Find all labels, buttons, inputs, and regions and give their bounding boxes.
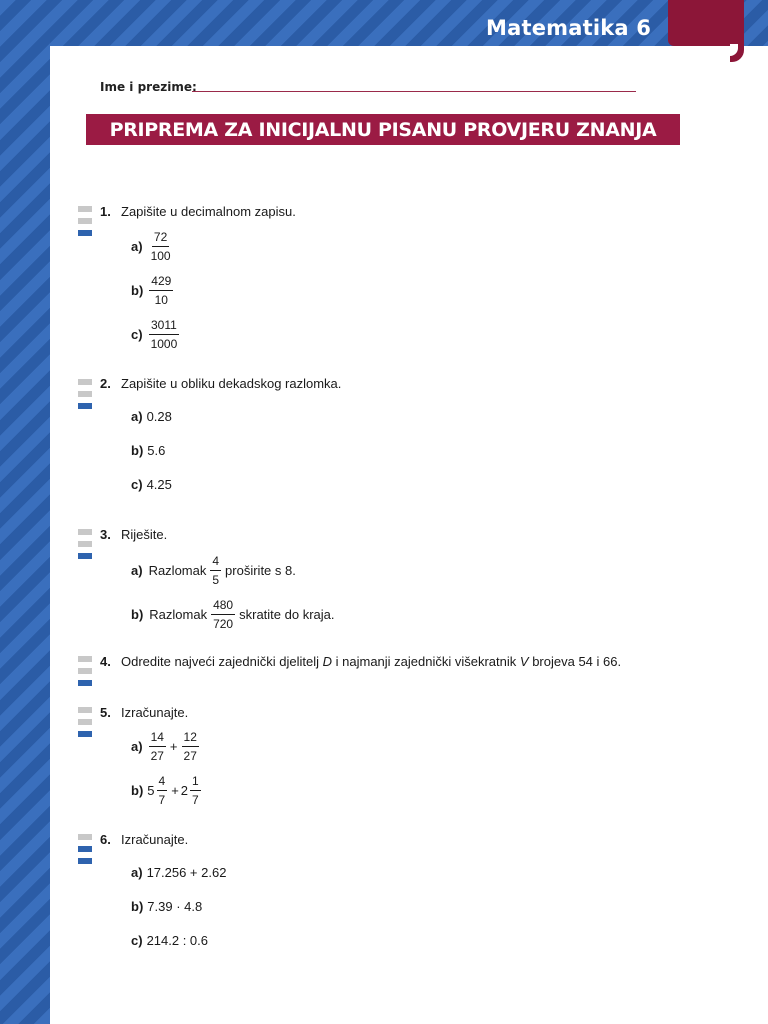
numerator: 480 [211, 597, 235, 615]
question-4-text-part: i najmanji zajednički višekratnik [335, 654, 517, 669]
item-label: c) [131, 327, 143, 342]
mark-grey [78, 391, 92, 397]
item-text-before: Razlomak [148, 563, 207, 578]
question-5-item-b [131, 773, 203, 808]
question-2-marks [78, 379, 92, 415]
fraction [211, 597, 235, 632]
item-label: a) [131, 239, 143, 254]
denominator: 1000 [150, 337, 178, 351]
operator: + [171, 783, 179, 798]
mark-blue [78, 230, 92, 236]
mark-blue [78, 553, 92, 559]
fraction [149, 273, 173, 308]
item-label: b) [131, 443, 144, 458]
denominator: 7 [158, 793, 166, 807]
question-5-number: 5. [100, 705, 111, 720]
mark-grey [78, 834, 92, 840]
question-3-number: 3. [100, 527, 111, 542]
question-4-text [121, 654, 621, 669]
question-2-item-c [131, 477, 172, 492]
fraction [149, 729, 166, 764]
question-6-number: 6. [100, 832, 111, 847]
question-3-item-b [131, 597, 336, 632]
denominator: 720 [213, 617, 234, 631]
brand-title: Matematika 6 [486, 16, 652, 40]
numerator: 12 [182, 729, 199, 747]
denominator: 7 [192, 793, 199, 807]
question-1-text: Zapišite u decimalnom zapisu. [121, 204, 296, 219]
question-1-marks [78, 206, 92, 242]
name-label: Ime i prezime: [100, 80, 197, 94]
mark-grey [78, 656, 92, 662]
mark-blue [78, 858, 92, 864]
numerator: 72 [152, 229, 169, 247]
question-5-text: Izračunajte. [121, 705, 189, 720]
mixed-number [147, 773, 169, 808]
item-label: b) [131, 283, 144, 298]
item-expression: 4.25 [146, 477, 172, 492]
question-4-text-part: brojeva 54 i 66. [532, 654, 622, 669]
question-6-marks [78, 834, 92, 870]
brand-ribbon [668, 0, 744, 46]
item-text-after: proširite s 8. [225, 563, 296, 578]
mark-grey [78, 379, 92, 385]
question-4-text-part: Odredite najveći zajednički djelitelj [121, 654, 319, 669]
item-expression: 17.256 + 2.62 [146, 865, 227, 880]
question-1-item-c [131, 317, 181, 352]
item-label: a) [131, 563, 143, 578]
denominator: 27 [150, 749, 164, 763]
numerator: 14 [149, 729, 166, 747]
mark-grey [78, 218, 92, 224]
question-5-item-a [131, 729, 201, 764]
mark-grey [78, 529, 92, 535]
numerator: 4 [210, 553, 221, 571]
item-expression: 214.2 : 0.6 [146, 933, 209, 948]
item-label: a) [131, 865, 143, 880]
fraction [157, 773, 168, 808]
whole-part: 5 [147, 783, 155, 798]
mixed-number [181, 773, 203, 808]
item-expression: 7.39 · 4.8 [147, 899, 203, 914]
item-label: c) [131, 477, 143, 492]
fraction [149, 229, 173, 264]
question-2-number: 2. [100, 376, 111, 391]
variable-d: D [322, 654, 333, 669]
question-5-marks [78, 707, 92, 743]
item-label: c) [131, 933, 143, 948]
mark-blue [78, 846, 92, 852]
mark-grey [78, 707, 92, 713]
fraction [182, 729, 199, 764]
question-6-text: Izračunajte. [121, 832, 189, 847]
name-input-line[interactable] [192, 91, 636, 92]
item-expression: 5.6 [147, 443, 166, 458]
mark-grey [78, 541, 92, 547]
numerator: 429 [149, 273, 173, 291]
mark-grey [78, 668, 92, 674]
fraction [210, 553, 221, 588]
denominator: 10 [154, 293, 168, 307]
variable-v: V [519, 654, 529, 669]
question-3-marks [78, 529, 92, 565]
question-6-item-a [131, 865, 226, 880]
item-label: b) [131, 899, 144, 914]
item-label: b) [131, 783, 144, 798]
question-1-item-b [131, 273, 175, 308]
question-1-number: 1. [100, 204, 111, 219]
mark-blue [78, 680, 92, 686]
item-label: a) [131, 739, 143, 754]
question-1-item-a [131, 229, 175, 264]
item-label: b) [131, 607, 144, 622]
question-3-item-a [131, 553, 298, 588]
item-expression: 0.28 [146, 409, 172, 424]
question-2-text: Zapišite u obliku dekadskog razlomka. [121, 376, 342, 391]
denominator: 100 [150, 249, 171, 263]
item-label: a) [131, 409, 143, 424]
question-2-item-b [131, 443, 165, 458]
numerator: 3011 [149, 317, 179, 335]
numerator: 4 [157, 773, 168, 791]
mark-grey [78, 719, 92, 725]
denominator: 5 [212, 573, 220, 587]
question-6-item-c [131, 933, 208, 948]
question-4-number: 4. [100, 654, 111, 669]
mark-grey [78, 206, 92, 212]
operator: + [169, 739, 178, 754]
mark-blue [78, 731, 92, 737]
question-2-item-a [131, 409, 172, 424]
mark-blue [78, 403, 92, 409]
fraction [149, 317, 180, 352]
fraction [190, 773, 201, 808]
question-3-text: Riješite. [121, 527, 168, 542]
item-text-before: Razlomak [149, 607, 208, 622]
item-text-after: skratite do kraja. [239, 607, 335, 622]
question-6-item-b [131, 899, 202, 914]
denominator: 27 [183, 749, 197, 763]
numerator: 1 [190, 773, 201, 791]
worksheet-title: PRIPREMA ZA INICIJALNU PISANU PROVJERU ZNANJA [86, 114, 680, 145]
question-4-marks [78, 656, 92, 692]
whole-part: 2 [180, 783, 189, 798]
